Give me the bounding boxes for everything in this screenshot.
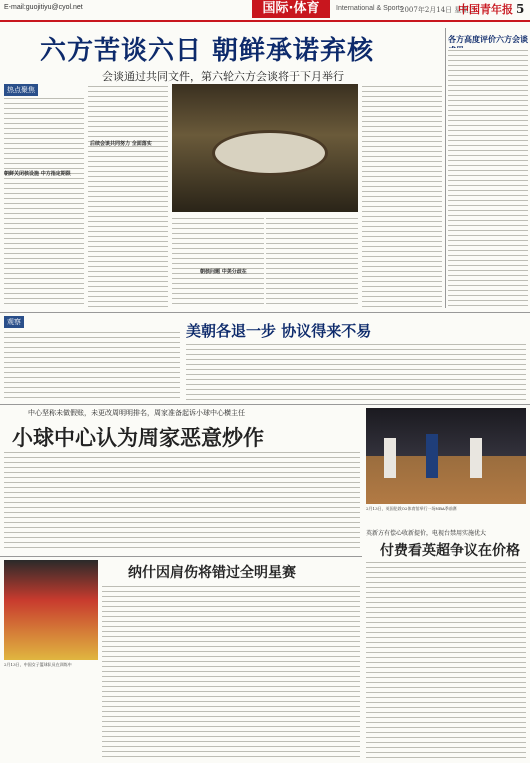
masthead-logo: 中国青年报	[458, 3, 513, 16]
lead-section-label: 热点聚焦	[4, 84, 38, 96]
allstar-headline[interactable]: 纳什因肩伤将错过全明星赛	[128, 565, 296, 581]
lead-body-col-3	[172, 216, 264, 308]
lead-subheadline: 会谈通过共同文件，第六轮六方会谈将于下月举行	[102, 70, 344, 83]
section-divider	[0, 404, 530, 405]
basketball-kicker: 中心坚称未做假账，未更改周明明排名，周家准备起诉小球中心横主任	[28, 409, 245, 417]
player-figure	[426, 434, 438, 478]
lead-headline[interactable]: 六方苦谈六日 朝鲜承诺弃核	[40, 36, 375, 66]
header-email[interactable]: E-mail:guojitiyu@cyol.net	[4, 4, 83, 11]
six-party-talks-photo	[172, 84, 358, 212]
lead-subhead-2: 后续会谈共同努力 全面落实	[90, 141, 152, 147]
nba-game-photo	[366, 408, 526, 504]
allstar-body	[102, 584, 360, 760]
basketball-headline[interactable]: 小球中心认为周家恶意炒作	[12, 426, 264, 450]
lead-subhead-3: 朝核问题 中美分歧在	[200, 269, 247, 275]
tickets-body	[366, 560, 526, 760]
nba-photo-caption: 2月13日，英国伦敦O2体育馆举行一场NBA季前赛	[366, 506, 457, 511]
lead-body-col-1	[4, 96, 84, 308]
womens-photo-caption: 2月13日，中国女子篮球队员在训练中	[4, 662, 72, 667]
lead-body-col-2	[88, 84, 168, 308]
section-title: 国际·体育	[252, 0, 330, 18]
commentary-label: 观察	[4, 316, 24, 328]
page-number: 5	[516, 2, 525, 16]
section-title-en: International & Sports	[336, 5, 404, 12]
lead-subhead-1: 朝鲜关闭核设施 中方指定期限	[4, 171, 71, 177]
lead-body-col-4	[266, 216, 358, 308]
conference-table	[212, 130, 328, 176]
section-divider	[0, 312, 530, 313]
basketball-body	[4, 450, 360, 550]
column-divider	[445, 28, 446, 308]
lead-body-col-5	[362, 84, 442, 308]
player-figure	[384, 438, 396, 478]
commentary-body-left	[4, 330, 180, 400]
sidebar-headline[interactable]: 各方高度评价六方会谈	[448, 34, 528, 44]
issue-date: 2007年2月14日 星期三	[400, 6, 476, 14]
sidebar-body	[448, 48, 528, 308]
commentary-headline[interactable]: 美朝各退一步 协议得来不易	[186, 322, 372, 340]
tickets-headline[interactable]: 付费看英超争议在价格	[380, 543, 520, 559]
womens-basketball-photo	[4, 560, 98, 660]
section-divider	[0, 556, 362, 557]
tickets-kicker: 英新方有偿心收新提价，电视台禁用实施优大	[366, 530, 487, 537]
commentary-body-right	[186, 342, 526, 400]
player-figure	[470, 438, 482, 478]
